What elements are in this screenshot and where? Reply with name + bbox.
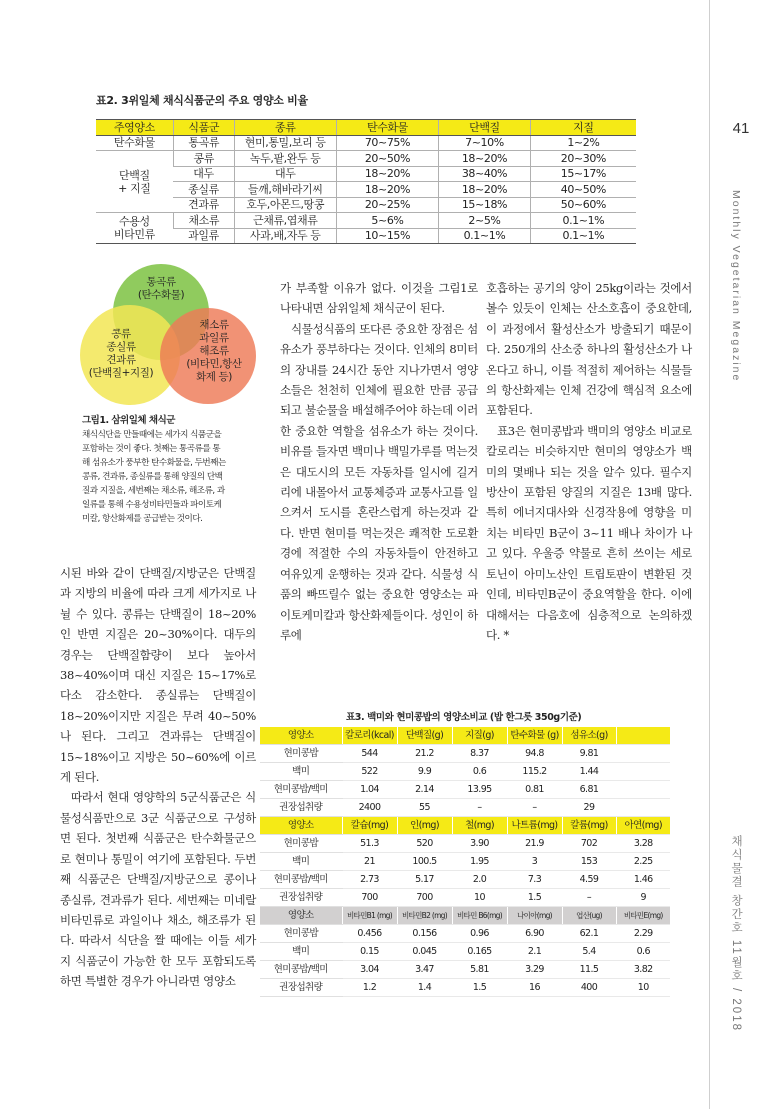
table3-row-label: 백미 <box>260 853 342 871</box>
venn-label-line: 채소류 <box>199 319 229 331</box>
table3-cell: 1.4 <box>397 979 452 997</box>
table2-cell: 20~25% <box>336 197 439 213</box>
table-row <box>96 213 636 229</box>
table2-cell: 40~50% <box>530 182 636 198</box>
table2-cell: 과일류 <box>173 228 234 244</box>
venn-label-line: 해조류 <box>199 345 229 357</box>
table2-group-cell <box>96 151 173 213</box>
table-row <box>260 979 670 997</box>
table2-cell: 18~20% <box>439 182 530 198</box>
table3-header-cell: 나트륨(mg) <box>507 817 562 835</box>
table2-cell: 10~15% <box>336 228 439 244</box>
venn-label-vegetables <box>176 319 252 384</box>
table2-group-line: 수용성 <box>119 215 150 228</box>
table3-header-cell: 탄수화물 (g) <box>507 727 562 745</box>
table3-cell: 1.04 <box>342 781 397 799</box>
magazine-name: Monthly Vegetarian Megazine <box>730 190 742 383</box>
table2-cell: 근채류,엽채류 <box>234 213 336 229</box>
table2-header-cell: 식품군 <box>173 120 234 136</box>
issue-info: 채식물결 창간호 11월호 / 2018 <box>730 835 742 1032</box>
side-divider <box>709 0 710 1109</box>
table3-cell: 1.95 <box>452 853 507 871</box>
table3-cell <box>616 781 670 799</box>
table3 <box>260 726 670 997</box>
table3-header-cell: 섬유소(g) <box>562 727 616 745</box>
table2-cell: 콩류 <box>173 151 234 167</box>
table3-cell: 5.4 <box>562 943 616 961</box>
table-row <box>96 135 636 151</box>
table3-cell: 1.44 <box>562 763 616 781</box>
table-row <box>96 197 636 213</box>
table3-cell: 6.90 <box>507 925 562 943</box>
venn-label-line: 종실류 <box>106 341 136 353</box>
body-paragraph: 표3은 현미콩밥과 백미의 영양소 비교로 칼로리는 비슷하지만 현미의 영양소가 백미의 몇배나 되는 것을 알수 있다. 필수지방산이 포함된 양질의 지질은 13배 많다. 특히 에너지대사와 신경작용에 영향을 미치는 비타민 B군이 3~11 배나 차이가 나고 있다. 우울증 약물로 흔히 쓰이는 세로토닌이 아미노산인 트립토판이 변환된 것인데, 비타민B군이 중요역할을 한다. 이에 대해서는 다음호에 심층적으로 논의하겠다. * <box>486 423 692 642</box>
venn-label-grains <box>128 276 194 302</box>
table3-cell: 51.3 <box>342 835 397 853</box>
page-number: 41 <box>732 120 750 137</box>
table3-cell: 3.29 <box>507 961 562 979</box>
table3-row-label: 현미콩밥 <box>260 925 342 943</box>
table2-cell: 70~75% <box>336 135 439 151</box>
table3-cell: 2.0 <box>452 871 507 889</box>
table2-cell: 호두,아몬드,땅콩 <box>234 197 336 213</box>
table2-cell: 5~6% <box>336 213 439 229</box>
table-row <box>260 745 670 763</box>
table2-cell: 2~5% <box>439 213 530 229</box>
table3-cell: 3 <box>507 853 562 871</box>
table3-cell: 2400 <box>342 799 397 817</box>
body-column-1 <box>60 563 256 992</box>
table3-cell: 3.82 <box>616 961 670 979</box>
table3-cell: 3.04 <box>342 961 397 979</box>
table3-header-cell: 나이아(mg) <box>507 907 562 925</box>
table3-cell: 62.1 <box>562 925 616 943</box>
table-row <box>260 853 670 871</box>
table3-cell: 29 <box>562 799 616 817</box>
table3-cell: 1.46 <box>616 871 670 889</box>
table3-cell: 2.25 <box>616 853 670 871</box>
table3-header-cell: 비타민B1 (mg) <box>342 907 397 925</box>
table3-title: 표3. 백미와 현미콩밥의 영양소비교 (밥 한그릇 350g기준) <box>346 712 582 723</box>
table-row <box>96 166 636 182</box>
table3-cell: 9.9 <box>397 763 452 781</box>
table2-cell: 15~17% <box>530 166 636 182</box>
venn-label-protein <box>80 328 162 380</box>
table3-cell: 544 <box>342 745 397 763</box>
table3-header-cell: 칼슘(mg) <box>342 817 397 835</box>
table3-cell: 10 <box>616 979 670 997</box>
table2-cell: 18~20% <box>336 182 439 198</box>
figure1-caption <box>82 414 272 526</box>
table2-group-cell: 탄수화물 <box>96 135 173 151</box>
figure1-caption-line: 미칼, 항산화제를 공급받는 것이다. <box>82 514 203 524</box>
table3-cell: 3.47 <box>397 961 452 979</box>
table3-cell: 0.456 <box>342 925 397 943</box>
venn-label-line: 통곡류 <box>146 276 176 288</box>
table2-header-cell: 주영양소 <box>96 120 173 136</box>
venn-label-line: 화제 등) <box>196 371 232 383</box>
table3-cell: 0.6 <box>616 943 670 961</box>
table3-header-cell: 인(mg) <box>397 817 452 835</box>
table2-header-row <box>96 120 636 136</box>
table3-cell: 522 <box>342 763 397 781</box>
table3-cell: 13.95 <box>452 781 507 799</box>
body-paragraph: 호흡하는 공기의 양이 25kg이라는 것에서 볼수 있듯이 인체는 산소호흡이 중요한데, 이 과정에서 활성산소가 방출되기 때문이다. 250개의 산소중 하나의 활성산소가 나온다고 하니, 이를 적절히 제어하는 식물들의 항산화제는 인체 건강에 핵심적 요소에 포함된다. <box>486 281 692 418</box>
table3-cell <box>616 763 670 781</box>
table3-cell: 3.90 <box>452 835 507 853</box>
table3-row-label: 현미콩밥 <box>260 835 342 853</box>
venn-label-line: (비타민,항산 <box>186 358 242 370</box>
table2-cell: 대두 <box>173 166 234 182</box>
table3-cell: 94.8 <box>507 745 562 763</box>
table3-cell: 0.96 <box>452 925 507 943</box>
table2-group-cell <box>96 213 173 244</box>
table2-cell: 채소류 <box>173 213 234 229</box>
table2-cell: 18~20% <box>439 151 530 167</box>
table3-header-cell: 비타민B2 (mg) <box>397 907 452 925</box>
table2-cell: 50~60% <box>530 197 636 213</box>
table-row <box>260 925 670 943</box>
figure1-caption-title: 그림1. 삼위일체 채식군 <box>82 415 175 426</box>
table3-cell: 2.1 <box>507 943 562 961</box>
table2-cell: 0.1~1% <box>530 213 636 229</box>
table3-cell: 700 <box>397 889 452 907</box>
table3-cell: – <box>562 889 616 907</box>
table2-header-cell: 탄수화물 <box>336 120 439 136</box>
venn-label-line: 콩류 <box>111 328 131 340</box>
table2 <box>96 119 636 244</box>
table3-cell: 9 <box>616 889 670 907</box>
table3-cell: 5.81 <box>452 961 507 979</box>
table2-cell: 0.1~1% <box>530 228 636 244</box>
table3-cell: 100.5 <box>397 853 452 871</box>
table2-cell: 38~40% <box>439 166 530 182</box>
table2-group-line: + 지질 <box>118 181 151 195</box>
table3-header-cell: 칼로리(kcal) <box>342 727 397 745</box>
table3-cell: 21.2 <box>397 745 452 763</box>
table2-cell: 대두 <box>234 166 336 182</box>
body-paragraph: 식물성식품의 또다른 중요한 장점은 섬유소가 풍부하다는 것이다. 인체의 8미터의 장내를 24시간 동안 지나가면서 영양소들은 천천히 인체에 필요한 만큼 공급되고 불순물을 배설해주어야 하는데 이러한 중요한 역할을 섬유소가 하는 것이다. 비유를 들자면 백미나 백밀가루를 먹는것은 대도시의 모든 자동차를 일시에 길거리에 내몰아서 교통체증과 교통사고를 일으켜서 도시를 혼란스럽게 하는것과 같다. 반면 현미를 먹는것은 쾌적한 도로환경에 적절한 수의 자동차들이 안전하고 여유있게 운행하는 것과 같다. 식물성 식품의 빠뜨릴수 없는 중요한 영양소는 파이토케미칼과 항산화제들이다. 성인이 하루에 <box>280 321 478 642</box>
table3-cell: 1.2 <box>342 979 397 997</box>
table3-cell: 16 <box>507 979 562 997</box>
body-column-2 <box>280 278 478 645</box>
table-row <box>260 943 670 961</box>
table3-row-label: 현미콩밥/백미 <box>260 961 342 979</box>
table2-header-cell: 단백질 <box>439 120 530 136</box>
table3-header-cell: 지질(g) <box>452 727 507 745</box>
table3-header-cell: 아연(mg) <box>616 817 670 835</box>
table3-header-cell: 영양소 <box>260 727 342 745</box>
table-row <box>260 889 670 907</box>
table3-cell: 3.28 <box>616 835 670 853</box>
table3-header-row <box>260 727 670 745</box>
table2-header-cell: 종류 <box>234 120 336 136</box>
table3-cell: 5.17 <box>397 871 452 889</box>
table2-group-line: 비타민류 <box>113 228 155 241</box>
table3-header-cell <box>616 727 670 745</box>
figure1-caption-line: 일류를 통해 수용성비타민들과 파이토케 <box>82 500 222 510</box>
table3-row-label: 백미 <box>260 763 342 781</box>
table3-header-cell: 철(mg) <box>452 817 507 835</box>
table2-cell: 녹두,팥,완두 등 <box>234 151 336 167</box>
table3-cell: 21.9 <box>507 835 562 853</box>
body-paragraph: 따라서 현대 영양학의 5군식품군은 식물성식품만으로 3군 식품군으로 구성하면 된다. 첫번째 식품군은 탄수화물군으로 현미나 통밀이 여기에 포함된다. 두번째 식품군은 단백질/지방군으로 콩이나 종실류, 견과류가 된다. 세번째는 미네랄 비타민류로 과일이나 채소, 해조류가 된다. 따라서 식단을 짤 때에는 이들 세가지 식품군이 가능한 한 모두 포함되도록 하면 특별한 경우가 아니라면 영양소 <box>60 790 256 989</box>
table3-header-cell: 엽산(ug) <box>562 907 616 925</box>
table3-header-row <box>260 817 670 835</box>
table2-cell: 통곡류 <box>173 135 234 151</box>
table3-cell: 0.15 <box>342 943 397 961</box>
table2-cell: 15~18% <box>439 197 530 213</box>
figure1-caption-line: 해 섬유소가 풍부한 탄수화물을, 두번째는 <box>82 458 226 468</box>
table2-cell: 종실류 <box>173 182 234 198</box>
table3-header-cell: 영양소 <box>260 817 342 835</box>
table3-cell: 0.6 <box>452 763 507 781</box>
table2-cell: 20~50% <box>336 151 439 167</box>
table3-header-cell: 칼륨(mg) <box>562 817 616 835</box>
table3-row-label: 현미콩밥/백미 <box>260 781 342 799</box>
table3-cell: 9.81 <box>562 745 616 763</box>
table3-cell: 55 <box>397 799 452 817</box>
table3-row-label: 권장섭취량 <box>260 979 342 997</box>
table3-cell: 2.73 <box>342 871 397 889</box>
table3-cell: 1.5 <box>452 979 507 997</box>
table3-header-cell: 단백질(g) <box>397 727 452 745</box>
table3-header-cell: 비타민 B6(mg) <box>452 907 507 925</box>
table3-cell: 702 <box>562 835 616 853</box>
table-row <box>260 961 670 979</box>
table-row <box>96 182 636 198</box>
figure1-caption-line: 채식식단을 만들때에는 세가지 식품군을 <box>82 430 222 440</box>
table3-cell: 7.3 <box>507 871 562 889</box>
table3-cell: 4.59 <box>562 871 616 889</box>
figure1-caption-line: 질과 지질을, 세번째는 채소류, 해조류, 과 <box>82 486 225 496</box>
figure1-caption-line: 콩류, 견과류, 종실류를 통해 양질의 단백 <box>82 472 223 482</box>
table3-header-row <box>260 907 670 925</box>
table3-header-cell: 영양소 <box>260 907 342 925</box>
table3-cell: 8.37 <box>452 745 507 763</box>
table2-cell: 견과류 <box>173 197 234 213</box>
table3-cell <box>616 799 670 817</box>
table2-cell: 20~30% <box>530 151 636 167</box>
table3-cell <box>616 745 670 763</box>
table2-cell: 18~20% <box>336 166 439 182</box>
venn-label-line: (탄수화물) <box>137 289 185 301</box>
table3-cell: 2.14 <box>397 781 452 799</box>
table3-cell: 0.81 <box>507 781 562 799</box>
table3-row-label: 권장섭취량 <box>260 889 342 907</box>
table2-title: 표2. 3위일체 채식식품군의 주요 영양소 비율 <box>96 94 308 107</box>
table2-cell: 0.1~1% <box>439 228 530 244</box>
table3-row-label: 권장섭취량 <box>260 799 342 817</box>
body-column-3 <box>486 278 692 645</box>
table3-cell: 520 <box>397 835 452 853</box>
table3-row-label: 현미콩밥/백미 <box>260 871 342 889</box>
table3-cell: 1.5 <box>507 889 562 907</box>
table3-cell: 0.156 <box>397 925 452 943</box>
table-row <box>260 835 670 853</box>
table-row <box>260 763 670 781</box>
table3-cell: 153 <box>562 853 616 871</box>
body-paragraph: 시된 바와 같이 단백질/지방군은 단백질과 지방의 비율에 따라 크게 세가지로 나뉠 수 있다. 콩류는 단백질이 18~20%인 반면 지질은 20~30%이다. 대두의 경우는 단백질함량이 보다 높아서 38~40%이며 대신 지질은 15~17%로 다소 감소한다. 종실류는 단백질이 18~20%이지만 지질은 무려 40~50%나 된다. 그리고 견과류는 단백질이 15~18%이고 지방은 50~60%에 이르게 된다. <box>60 566 256 785</box>
table2-cell: 7~10% <box>439 135 530 151</box>
table2-cell: 현미,통밀,보리 등 <box>234 135 336 151</box>
table3-cell: 700 <box>342 889 397 907</box>
figure1-caption-line: 포함하는 것이 좋다. 첫째는 통곡류를 통 <box>82 444 221 454</box>
table2-header-cell: 지질 <box>530 120 636 136</box>
table-row <box>96 228 636 244</box>
table3-cell: 400 <box>562 979 616 997</box>
table3-row-label: 백미 <box>260 943 342 961</box>
venn-label-line: 견과류 <box>106 354 136 366</box>
table3-cell: – <box>452 799 507 817</box>
table3-cell: 0.045 <box>397 943 452 961</box>
venn-label-line: (단백질+지질) <box>88 367 154 379</box>
table3-cell: 10 <box>452 889 507 907</box>
table2-group-line: 단백질 <box>119 168 150 182</box>
table-row <box>260 871 670 889</box>
table3-header-cell: 비타민E(mg) <box>616 907 670 925</box>
venn-label-line: 과일류 <box>199 332 229 344</box>
table3-cell: 115.2 <box>507 763 562 781</box>
table2-cell: 들깨,해바라기씨 <box>234 182 336 198</box>
table-row <box>260 799 670 817</box>
table-row <box>260 781 670 799</box>
body-paragraph: 가 부족할 이유가 없다. 이것을 그림1로 나타내면 삼위일체 채식군이 된다. <box>280 281 478 316</box>
table2-cell: 1~2% <box>530 135 636 151</box>
table-row <box>96 151 636 167</box>
table3-cell: 21 <box>342 853 397 871</box>
table3-cell: 11.5 <box>562 961 616 979</box>
table3-cell: 2.29 <box>616 925 670 943</box>
table3-cell: – <box>507 799 562 817</box>
table3-cell: 6.81 <box>562 781 616 799</box>
table3-cell: 0.165 <box>452 943 507 961</box>
table3-row-label: 현미콩밥 <box>260 745 342 763</box>
table2-cell: 사과,배,자두 등 <box>234 228 336 244</box>
